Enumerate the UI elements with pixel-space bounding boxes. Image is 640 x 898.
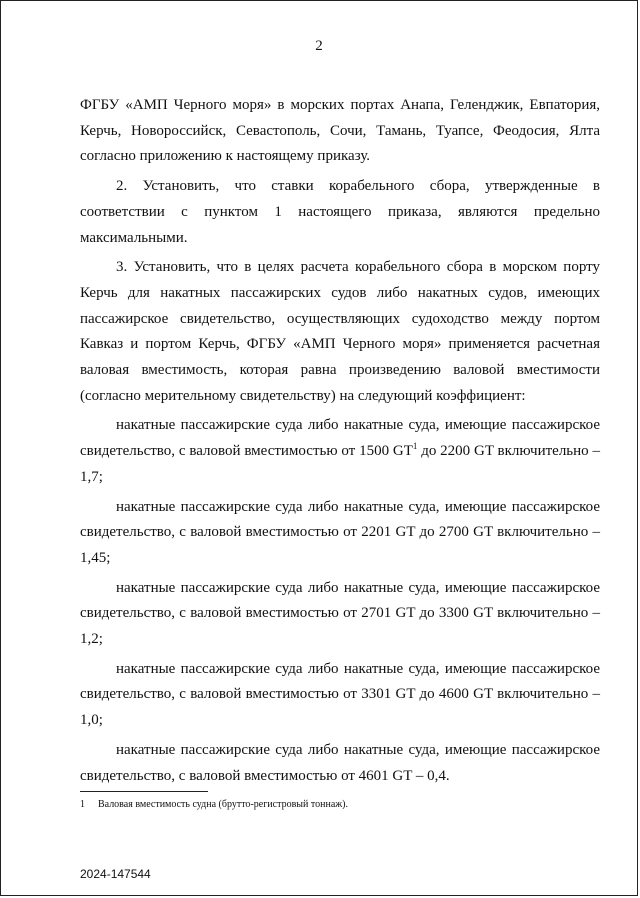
coefficient-item: накатные пассажирские суда либо накатные суда, имеющие пассажирское свидетельство, с валовой вместимостью от 2201 GT до 2700 GT включительно – 1,45; — [80, 498, 600, 566]
document-id: 2024-147544 — [80, 867, 151, 881]
coefficient-item: накатные пассажирские суда либо накатные суда, имеющие пассажирское свидетельство, с валовой вместимостью от 3301 GT до 4600 GT включительно – 1,0; — [80, 660, 600, 729]
paragraph-intro: ФГБУ «АМП Черного моря» в морских портах Анапа, Геленджик, Евпатория, Керчь, Новороссийск, Севастополь, Сочи, Тамань, Туапсе, Феодосия, Ялта согласно приложению к настоящему приказу. — [80, 97, 600, 165]
footnote-text: Валовая вместимость судна (брутто-регистровый тоннаж). — [98, 799, 348, 810]
footnote-ref: 1 — [412, 441, 418, 452]
paragraph-item-3: 3. Установить, что в целях расчета корабельного сбора в морском порту Керчь для накатных пассажирских судов либо накатных судов, имеющих пассажирское свидетельство, осуществляющих судоходство между портом Кавказ и портом Керчь, ФГБУ «АМП Черного моря» применяется расчетная валовая вместимость, которая равна произведению валовой вместимости (согласно мерительному свидетельству) на следующий коэффициент: — [80, 259, 600, 404]
paragraph-item-2: 2. Установить, что ставки корабельного сбора, утвержденные в соответствии с пунктом 1 настоящего приказа, являются предельно максимальными. — [80, 178, 600, 246]
coefficient-text: до 2200 GT включительно – 1,7; — [80, 443, 601, 485]
coefficient-item: накатные пассажирские суда либо накатные суда, имеющие пассажирское свидетельство, с валовой вместимостью от 4601 GT – 0,4. — [80, 741, 600, 784]
footnote — [80, 798, 600, 811]
coefficient-item: накатные пассажирские суда либо накатные суда, имеющие пассажирское свидетельство, с валовой вместимостью от 2701 GT до 3300 GT включительно – 1,2; — [80, 579, 600, 648]
page-number: 2 — [315, 38, 323, 54]
footnote-number: 1 — [80, 799, 85, 810]
document-body — [80, 93, 600, 789]
coefficient-text: накатные пассажирские суда либо накатные суда, имеющие пассажирское свидетельство, с валовой вместимостью от 1500 GT — [80, 417, 600, 460]
coefficient-item — [80, 413, 600, 490]
footnote-divider — [80, 791, 208, 792]
